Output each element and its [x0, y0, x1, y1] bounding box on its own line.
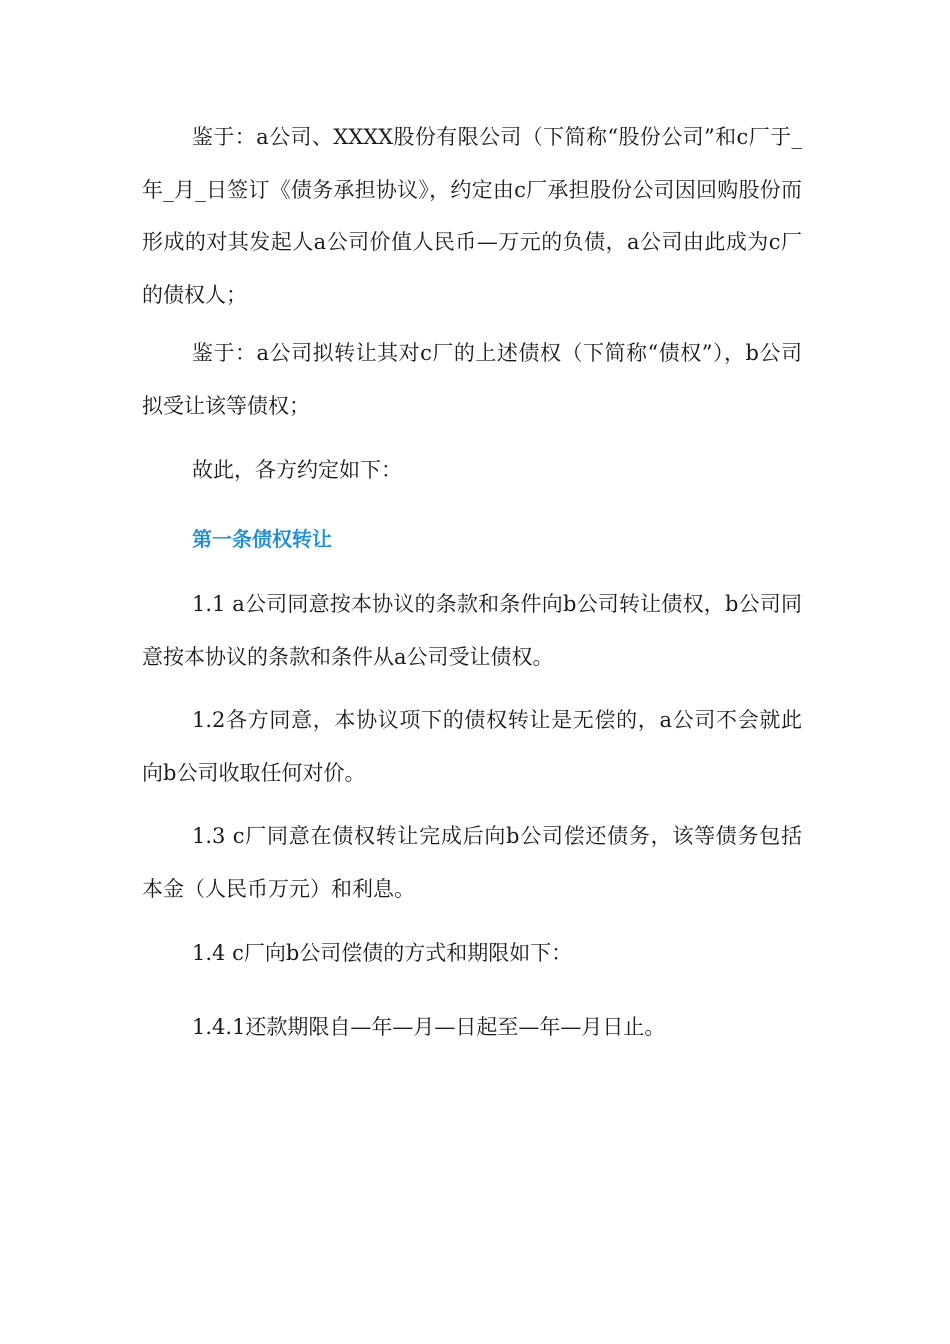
- recital-paragraph-2: 鉴于：a公司拟转让其对c厂的上述债权（下简称“债权”），b公司拟受让该等债权；: [142, 341, 802, 418]
- recital-paragraph-1: 鉴于：a公司、XXXX股份有限公司（下简称“股份公司”和c厂于_年_月_日签订《债务承担协议》，约定由c厂承担股份公司因回购股份而形成的对其发起人a公司价值人民币—万元的负债，a公司由此成为c厂的债权人；: [142, 125, 802, 307]
- clause-1-3: 1.3 c厂同意在债权转让完成后向b公司偿还债务，该等债务包括本金（人民币万元）和利息。: [142, 824, 802, 901]
- agreement-intro-paragraph: 故此，各方约定如下：: [192, 458, 402, 482]
- clause-1-4-1: 1.4.1还款期限自—年—月—日起至—年—月日止。: [192, 1015, 666, 1039]
- clause-1-4: 1.4 c厂向b公司偿债的方式和期限如下：: [192, 941, 573, 965]
- section-title: 第一条债权转让: [192, 527, 332, 551]
- clause-1-1: 1.1 a公司同意按本协议的条款和条件向b公司转让债权，b公司同意按本协议的条款和条件从a公司受让债权。: [142, 592, 802, 669]
- clause-1-2: 1.2各方同意，本协议项下的债权转让是无偿的，a公司不会就此向b公司收取任何对价。: [142, 708, 802, 785]
